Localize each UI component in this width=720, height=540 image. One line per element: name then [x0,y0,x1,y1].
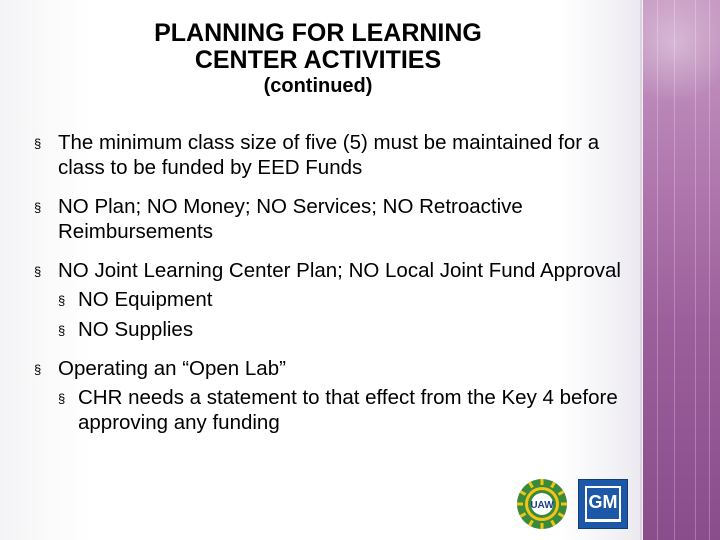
bullet-item [34,258,634,342]
sub-bullet-text: NO Equipment [78,288,213,311]
decorative-side-band [643,0,720,540]
bullet-item [34,356,634,435]
logo-group [516,478,628,530]
bullet-text: The minimum class size of five (5) must be maintained for a class to be funded by EED Funds [58,131,600,179]
divider-line [640,0,642,540]
sub-bullet-item [58,317,634,342]
bullet-list [34,130,634,449]
sub-bullet-marker-icon: § [58,391,66,406]
slide-title [0,20,636,74]
bullet-marker-icon: § [34,200,42,215]
sub-bullet-text: NO Supplies [78,318,194,341]
bullet-text: Operating an “Open Lab” [58,357,286,380]
gm-logo-text: GM [588,492,618,512]
bullet-marker-icon: § [34,136,42,151]
slide-title-line-1: PLANNING FOR LEARNING [154,19,482,47]
uaw-logo-text: UAW [530,500,554,511]
uaw-logo-icon [516,478,568,530]
bullet-item [34,194,634,244]
sub-bullet-marker-icon: § [58,323,66,338]
bullet-item [34,130,634,180]
slide-title-line-2: CENTER ACTIVITIES [194,46,442,74]
slide-subtitle: (continued) [263,75,373,97]
sub-bullet-marker-icon: § [58,293,66,308]
gm-logo-icon [578,479,628,529]
sub-bullet-item [58,385,634,435]
bullet-text: NO Plan; NO Money; NO Services; NO Retroactive Reimbursements [58,195,523,243]
sub-bullet-list [58,385,634,435]
sub-bullet-text: CHR needs a statement to that effect from the Key 4 before approving any funding [78,386,618,434]
bullet-marker-icon: § [34,362,42,377]
bullet-marker-icon: § [34,264,42,279]
bullet-text: NO Joint Learning Center Plan; NO Local Joint Fund Approval [58,259,621,282]
sub-bullet-list [58,287,634,342]
sub-bullet-item [58,287,634,312]
